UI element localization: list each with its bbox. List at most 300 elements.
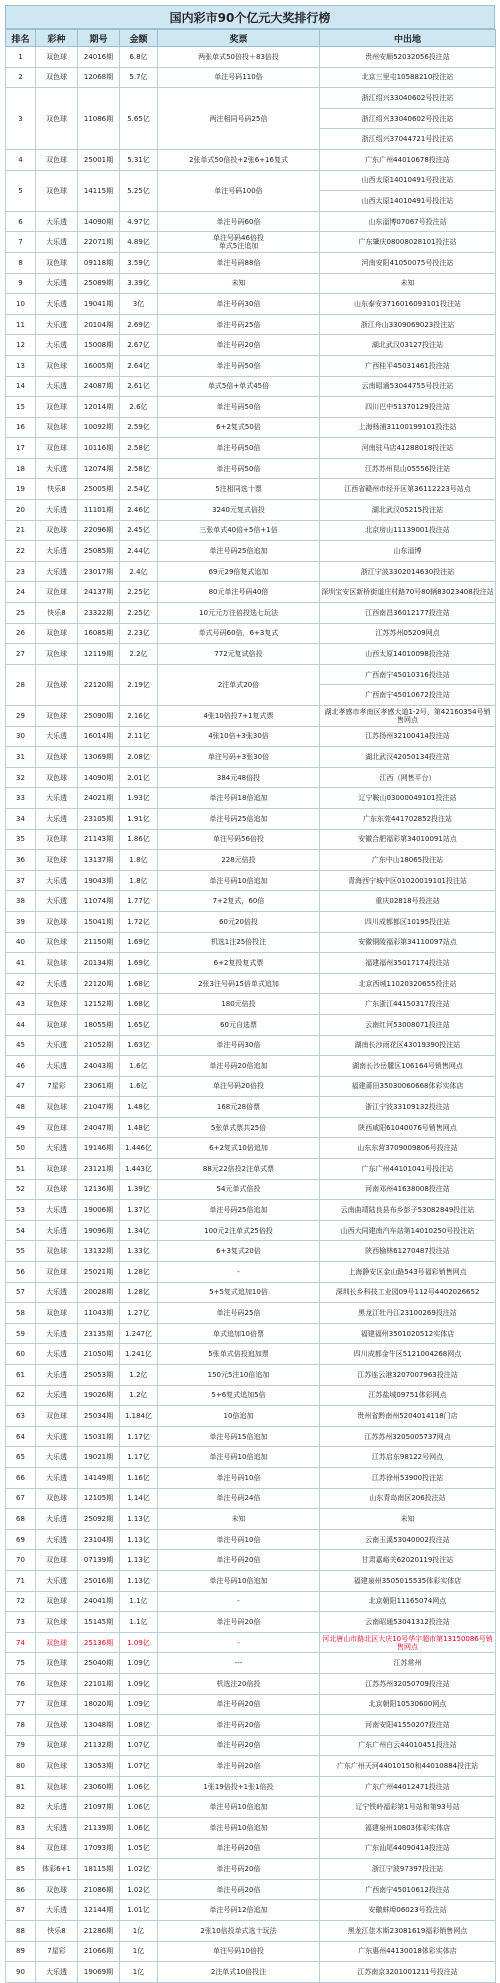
table-row	[6, 1344, 496, 1365]
issue-cell: 20028期	[78, 1282, 120, 1303]
type-cell: 双色球	[36, 1262, 78, 1283]
prize-cell: 单注号码10倍追加	[158, 870, 320, 891]
rank-cell: 72	[6, 1591, 36, 1612]
location-cell: 福建福州3501020512实体店	[320, 1323, 496, 1344]
issue-cell: 12074期	[78, 458, 120, 479]
rank-cell: 23	[6, 561, 36, 582]
prize-cell: 单注号码20倍	[158, 1859, 320, 1880]
type-cell: 大乐透	[36, 1962, 78, 1983]
issue-cell: 20134期	[78, 953, 120, 974]
amount-cell: 1.07亿	[120, 1735, 158, 1756]
rank-cell: 6	[6, 211, 36, 232]
prize-cell: 6+2复投复式票	[158, 953, 320, 974]
amount-cell: 2.54亿	[120, 479, 158, 500]
prize-cell: 单注号码24倍	[158, 1488, 320, 1509]
rank-cell: 58	[6, 1303, 36, 1324]
rank-cell: 74	[6, 1632, 36, 1653]
type-cell: 双色球	[36, 932, 78, 953]
issue-cell: 24137期	[78, 582, 120, 603]
issue-cell: 25136期	[78, 1632, 120, 1653]
rank-cell: 75	[6, 1653, 36, 1674]
amount-cell: 2.64亿	[120, 355, 158, 376]
issue-cell: 23061期	[78, 1076, 120, 1097]
location-cell: 深圳长乡科技工业园09号112号4402026652	[320, 1282, 496, 1303]
prize-cell: 单注号码20倍	[158, 1838, 320, 1859]
issue-cell: 25040期	[78, 1653, 120, 1674]
prize-cell: 54元单式倍投	[158, 1179, 320, 1200]
type-cell: 双色球	[36, 1550, 78, 1571]
type-cell: 双色球	[36, 582, 78, 603]
issue-cell: 22071期	[78, 232, 120, 253]
prize-cell: 10元元万注倍投选七玩法	[158, 603, 320, 624]
table-row	[6, 1776, 496, 1797]
prize-cell: 6+3复式20倍	[158, 1241, 320, 1262]
type-cell: 双色球	[36, 47, 78, 68]
table-row	[6, 706, 496, 727]
amount-cell: 1.09亿	[120, 1673, 158, 1694]
amount-cell: 1.69亿	[120, 932, 158, 953]
amount-cell: 1.184亿	[120, 1406, 158, 1427]
amount-cell: 1.09亿	[120, 1632, 158, 1653]
amount-cell: 1.06亿	[120, 1776, 158, 1797]
amount-cell: 2.19亿	[120, 664, 158, 705]
prize-cell: 单注号码50倍	[158, 397, 320, 418]
table-row	[6, 88, 496, 109]
amount-cell: 1.17亿	[120, 1426, 158, 1447]
location-cell: 河南安阳41050075号投注站	[320, 252, 496, 273]
header-amount: 金额	[120, 30, 158, 47]
type-cell: 大乐透	[36, 891, 78, 912]
table-row	[6, 273, 496, 294]
table-header-row	[6, 30, 496, 47]
type-cell: 双色球	[36, 1715, 78, 1736]
issue-cell: 21097期	[78, 1797, 120, 1818]
issue-cell: 25092期	[78, 1509, 120, 1530]
type-cell: 双色球	[36, 1756, 78, 1777]
prize-cell: 2张3注号码15倍单式追加	[158, 973, 320, 994]
amount-cell: 4.97亿	[120, 211, 158, 232]
location-cell: 福建泉州3505015535体彩实体店	[320, 1570, 496, 1591]
table-row	[6, 252, 496, 273]
ranking-document	[5, 5, 495, 1983]
prize-cell: 5注相同选十票	[158, 479, 320, 500]
amount-cell: 5.31亿	[120, 149, 158, 170]
prize-cell: 单注号码20倍	[158, 1612, 320, 1633]
amount-cell: 1.33亿	[120, 1241, 158, 1262]
rank-cell: 41	[6, 953, 36, 974]
type-cell: 7星彩	[36, 1076, 78, 1097]
location-cell: 广东肇庆08008028101投注站	[320, 232, 496, 253]
issue-cell: 15041期	[78, 911, 120, 932]
issue-cell: 23135期	[78, 1323, 120, 1344]
amount-cell: 2.61亿	[120, 376, 158, 397]
table-row	[6, 500, 496, 521]
rank-cell: 52	[6, 1179, 36, 1200]
type-cell: 大乐透	[36, 1426, 78, 1447]
type-cell: 大乐透	[36, 1035, 78, 1056]
table-row	[6, 1715, 496, 1736]
rank-cell: 57	[6, 1282, 36, 1303]
table-row	[6, 67, 496, 88]
rank-cell: 13	[6, 355, 36, 376]
prize-cell: 单注号码10倍	[158, 1467, 320, 1488]
type-cell: 大乐透	[36, 376, 78, 397]
prize-cell	[158, 232, 320, 253]
rank-cell: 68	[6, 1509, 36, 1530]
location-cell: 上海静安区金山路543号福彩销售网点	[320, 1262, 496, 1283]
table-row	[6, 994, 496, 1015]
amount-cell: 2.67亿	[120, 335, 158, 356]
type-cell: 大乐透	[36, 541, 78, 562]
location-cell: 山西太原14010491号投注站	[320, 191, 496, 212]
location-cell: 北京三里屯10588210投注站	[320, 67, 496, 88]
location-cell: 云南红河53008071投注站	[320, 1014, 496, 1035]
type-cell: 双色球	[36, 397, 78, 418]
type-cell: 双色球	[36, 1879, 78, 1900]
prize-cell: 单注号码20倍投	[158, 1076, 320, 1097]
table-row	[6, 1447, 496, 1468]
issue-cell: 11074期	[78, 891, 120, 912]
prize-cell: 单注号码10倍追加	[158, 1797, 320, 1818]
prize-cell: 单注号码20倍	[158, 1694, 320, 1715]
type-cell: 双色球	[36, 911, 78, 932]
prize-cell: 三张单式40倍+5倍+1倍	[158, 520, 320, 541]
rank-cell: 82	[6, 1797, 36, 1818]
prize-cell: -	[158, 1632, 320, 1653]
amount-cell: 1.68亿	[120, 973, 158, 994]
prize-line: 单注号码46倍投	[213, 234, 264, 243]
location-cell: 广东广州白云44010451投注站	[320, 1735, 496, 1756]
rank-cell: 78	[6, 1715, 36, 1736]
amount-cell: 1.68亿	[120, 994, 158, 1015]
issue-cell: 21150期	[78, 932, 120, 953]
table-row	[6, 479, 496, 500]
location-cell: 江西南昌36012177投注站	[320, 603, 496, 624]
rank-cell: 24	[6, 582, 36, 603]
prize-cell: 单注号码50倍	[158, 438, 320, 459]
table-row	[6, 1653, 496, 1674]
amount-cell: 1.07亿	[120, 1756, 158, 1777]
location-cell: 河南驻马店41288018投注站	[320, 438, 496, 459]
prize-cell: 单注号码15倍追加	[158, 1426, 320, 1447]
table-row	[6, 850, 496, 871]
rank-cell: 59	[6, 1323, 36, 1344]
location-cell: 浙江绍兴33040602号投注站	[320, 88, 496, 109]
table-row	[6, 1673, 496, 1694]
table-row	[6, 1262, 496, 1283]
rank-cell: 34	[6, 808, 36, 829]
rank-cell: 48	[6, 1097, 36, 1118]
rank-cell: 4	[6, 149, 36, 170]
header-type: 彩种	[36, 30, 78, 47]
table-row	[6, 458, 496, 479]
type-cell: 快乐8	[36, 1921, 78, 1942]
header-location: 中出地	[320, 30, 496, 47]
amount-cell: 1.13亿	[120, 1570, 158, 1591]
amount-cell: 1.72亿	[120, 911, 158, 932]
table-row	[6, 1200, 496, 1221]
table-row	[6, 1323, 496, 1344]
amount-cell: 2.69亿	[120, 314, 158, 335]
amount-cell: 2.4亿	[120, 561, 158, 582]
location-cell: 北京朝阳11165074网点	[320, 1591, 496, 1612]
location-cell: 江苏南京3201001211号投注站	[320, 1962, 496, 1983]
amount-cell: 1.06亿	[120, 1818, 158, 1839]
amount-cell: 2.16亿	[120, 706, 158, 727]
rank-cell: 55	[6, 1241, 36, 1262]
amount-cell: 1.28亿	[120, 1282, 158, 1303]
issue-cell: 19043期	[78, 870, 120, 891]
location-cell: 浙江绍兴33040602号投注站	[320, 108, 496, 129]
location-cell: 甘肃嘉峪关62020119投注站	[320, 1550, 496, 1571]
prize-cell: 2张单式50倍投+2张6+16复式	[158, 149, 320, 170]
location-cell: 江苏苏州05209网点	[320, 623, 496, 644]
table-row	[6, 623, 496, 644]
issue-cell: 12014期	[78, 397, 120, 418]
amount-cell: 1.48亿	[120, 1097, 158, 1118]
amount-cell: 2.25亿	[120, 582, 158, 603]
location-cell: 广西南宁45010612投注站	[320, 1879, 496, 1900]
rank-cell: 27	[6, 644, 36, 665]
type-cell: 双色球	[36, 767, 78, 788]
issue-cell: 21086期	[78, 1879, 120, 1900]
table-row	[6, 355, 496, 376]
location-cell: 湖北武汉42050134投注站	[320, 747, 496, 768]
location-cell: 广东中山18065投注站	[320, 850, 496, 871]
rank-cell: 50	[6, 1138, 36, 1159]
amount-cell: 1.48亿	[120, 1117, 158, 1138]
amount-cell: 3.59亿	[120, 252, 158, 273]
issue-cell: 18115期	[78, 1859, 120, 1880]
location-cell: 湖南长沙岳麓区106164号销售网点	[320, 1056, 496, 1077]
table-row	[6, 664, 496, 685]
amount-cell: 2.45亿	[120, 520, 158, 541]
issue-cell: 24016期	[78, 47, 120, 68]
amount-cell: 1.16亿	[120, 1467, 158, 1488]
location-cell: 山东淄博07067号投注站	[320, 211, 496, 232]
location-cell: 黑龙江佳木斯23081619福彩销售网点	[320, 1921, 496, 1942]
table-row	[6, 1550, 496, 1571]
location-cell: 广东广州天河44010150和44010884投注站	[320, 1756, 496, 1777]
amount-cell: 1亿	[120, 1921, 158, 1942]
prize-cell: 单注号码25倍	[158, 1303, 320, 1324]
rank-cell: 10	[6, 294, 36, 315]
table-row	[6, 1900, 496, 1921]
table-row	[6, 438, 496, 459]
issue-cell: 25034期	[78, 1406, 120, 1427]
type-cell: 大乐透	[36, 1509, 78, 1530]
issue-cell: 21139期	[78, 1818, 120, 1839]
amount-cell: 1.65亿	[120, 1014, 158, 1035]
issue-cell: 25016期	[78, 1570, 120, 1591]
rank-cell: 81	[6, 1776, 36, 1797]
table-row	[6, 911, 496, 932]
rank-cell: 70	[6, 1550, 36, 1571]
rank-cell: 19	[6, 479, 36, 500]
rank-cell: 54	[6, 1220, 36, 1241]
prize-cell: 2注单式20倍	[158, 664, 320, 705]
type-cell: 双色球	[36, 994, 78, 1015]
issue-cell: 12152期	[78, 994, 120, 1015]
prize-cell: 单注号码50倍	[158, 355, 320, 376]
location-cell: 黑龙江牡丹江23100269投注站	[320, 1303, 496, 1324]
table-row	[6, 973, 496, 994]
table-row	[6, 747, 496, 768]
location-cell: 山西大同建南汽车站第14010250号投注站	[320, 1220, 496, 1241]
location-cell: 贵州省黔南州5204014118门店	[320, 1406, 496, 1427]
amount-cell: 1.02亿	[120, 1859, 158, 1880]
type-cell: 大乐透	[36, 1467, 78, 1488]
location-cell: 湖北孝感市孝南区孝感大道1-2号，第42160354号销售网点	[320, 706, 496, 727]
prize-cell: 单注号码25倍追加	[158, 541, 320, 562]
issue-cell: 19006期	[78, 1200, 120, 1221]
table-row	[6, 1303, 496, 1324]
issue-cell: 13053期	[78, 1756, 120, 1777]
location-cell: 浙江绍兴37044721号投注站	[320, 129, 496, 150]
issue-cell: 16005期	[78, 355, 120, 376]
table-row	[6, 170, 496, 191]
type-cell: 双色球	[36, 1488, 78, 1509]
issue-cell: 21066期	[78, 1941, 120, 1962]
amount-cell: 1.39亿	[120, 1179, 158, 1200]
type-cell: 大乐透	[36, 1220, 78, 1241]
location-cell: 江苏盐城09751体彩网点	[320, 1385, 496, 1406]
rank-cell: 18	[6, 458, 36, 479]
location-cell: 贵州安顺52032056投注站	[320, 47, 496, 68]
prize-cell: 单注号码100倍	[158, 170, 320, 211]
type-cell: 双色球	[36, 1591, 78, 1612]
location-cell: 广东广州44012471投注站	[320, 1776, 496, 1797]
rank-cell: 12	[6, 335, 36, 356]
type-cell: 双色球	[36, 850, 78, 871]
prize-cell: 单注号码60倍	[158, 211, 320, 232]
prize-cell: 单注号码10倍	[158, 1529, 320, 1550]
amount-cell: 1.91亿	[120, 808, 158, 829]
prize-cell: 6+2复式50倍	[158, 417, 320, 438]
rank-cell: 29	[6, 706, 36, 727]
amount-cell: 1.17亿	[120, 1447, 158, 1468]
issue-cell: 11086期	[78, 88, 120, 150]
prize-cell: 150元5注10倍追加	[158, 1365, 320, 1386]
prize-cell: 单注号码30倍	[158, 294, 320, 315]
rank-cell: 73	[6, 1612, 36, 1633]
rank-cell: 21	[6, 520, 36, 541]
prize-cell: 单注号码18倍追加	[158, 788, 320, 809]
issue-cell: 23322期	[78, 603, 120, 624]
prize-cell: 单注号码20倍	[158, 1550, 320, 1571]
prize-cell: 单注号码+3张30倍	[158, 747, 320, 768]
issue-cell: 19041期	[78, 294, 120, 315]
amount-cell: 2.01亿	[120, 767, 158, 788]
prize-cell: 单注号码50倍	[158, 458, 320, 479]
rank-cell: 46	[6, 1056, 36, 1077]
rank-cell: 8	[6, 252, 36, 273]
type-cell: 双色球	[36, 67, 78, 88]
type-cell: 大乐透	[36, 1797, 78, 1818]
table-row	[6, 1570, 496, 1591]
prize-line: 单式5注追加	[218, 242, 259, 251]
table-row	[6, 829, 496, 850]
location-cell: 安徽铜陵福彩第34110097站点	[320, 932, 496, 953]
issue-cell: 19096期	[78, 1220, 120, 1241]
prize-cell: 2张10倍投单式选十玩法	[158, 1921, 320, 1942]
amount-cell: 2.23亿	[120, 623, 158, 644]
type-cell: 双色球	[36, 1303, 78, 1324]
table-row	[6, 149, 496, 170]
issue-cell: 16014期	[78, 726, 120, 747]
location-cell: 北京房山11139001投注站	[320, 520, 496, 541]
location-cell: 广东广州44010678投注站	[320, 149, 496, 170]
location-cell: 江苏苏州32050709投注站	[320, 1673, 496, 1694]
amount-cell: 2.46亿	[120, 500, 158, 521]
type-cell: 大乐透	[36, 314, 78, 335]
location-cell: 陕西咸阳61040076号销售网点	[320, 1117, 496, 1138]
table-row	[6, 767, 496, 788]
type-cell: 双色球	[36, 664, 78, 705]
amount-cell: 1.09亿	[120, 1653, 158, 1674]
location-cell: 云南昭通53044755号投注站	[320, 376, 496, 397]
issue-cell: 07139期	[78, 1550, 120, 1571]
prize-cell: 4张10倍+3张30倍	[158, 726, 320, 747]
rank-cell: 45	[6, 1035, 36, 1056]
issue-cell: 16085期	[78, 623, 120, 644]
prize-cell: 机选1注25倍投注	[158, 932, 320, 953]
issue-cell: 25001期	[78, 149, 120, 170]
prize-cell: 未知	[158, 273, 320, 294]
amount-cell: 1.446亿	[120, 1138, 158, 1159]
prize-cell: 单注号码10倍追加	[158, 1818, 320, 1839]
rank-cell: 87	[6, 1900, 36, 1921]
location-cell: 四川成都金牛区5121004268网点	[320, 1344, 496, 1365]
issue-cell: 23060期	[78, 1776, 120, 1797]
rank-cell: 76	[6, 1673, 36, 1694]
rank-cell: 37	[6, 870, 36, 891]
type-cell: 双色球	[36, 1097, 78, 1118]
type-cell: 双色球	[36, 623, 78, 644]
issue-cell: 25005期	[78, 479, 120, 500]
prize-cell: 单注号码110倍	[158, 67, 320, 88]
amount-cell: 1.28亿	[120, 1262, 158, 1283]
table-row	[6, 1797, 496, 1818]
table-body	[6, 47, 496, 1983]
rank-cell: 51	[6, 1159, 36, 1180]
table-row	[6, 1838, 496, 1859]
location-cell: 重庆02818号投注站	[320, 891, 496, 912]
table-row	[6, 1076, 496, 1097]
issue-cell: 23017期	[78, 561, 120, 582]
prize-cell: 3240元复式倍投	[158, 500, 320, 521]
table-row	[6, 1962, 496, 1983]
prize-cell: 单注号码30倍	[158, 1035, 320, 1056]
table-row	[6, 1879, 496, 1900]
type-cell: 双色球	[36, 1776, 78, 1797]
issue-cell: 21286期	[78, 1921, 120, 1942]
location-cell: 未知	[320, 1509, 496, 1530]
type-cell: 大乐透	[36, 1365, 78, 1386]
type-cell: 大乐透	[36, 1200, 78, 1221]
rank-cell: 62	[6, 1385, 36, 1406]
table-row	[6, 232, 496, 253]
issue-cell: 22120期	[78, 973, 120, 994]
location-cell: 陕西榆林61270487投注站	[320, 1241, 496, 1262]
rank-cell: 66	[6, 1467, 36, 1488]
table-row	[6, 870, 496, 891]
amount-cell: 1.1亿	[120, 1612, 158, 1633]
location-cell: 江西（网售平台）	[320, 767, 496, 788]
table-row	[6, 1591, 496, 1612]
amount-cell: 2.44亿	[120, 541, 158, 562]
prize-cell: 单注号码20倍追加	[158, 1056, 320, 1077]
